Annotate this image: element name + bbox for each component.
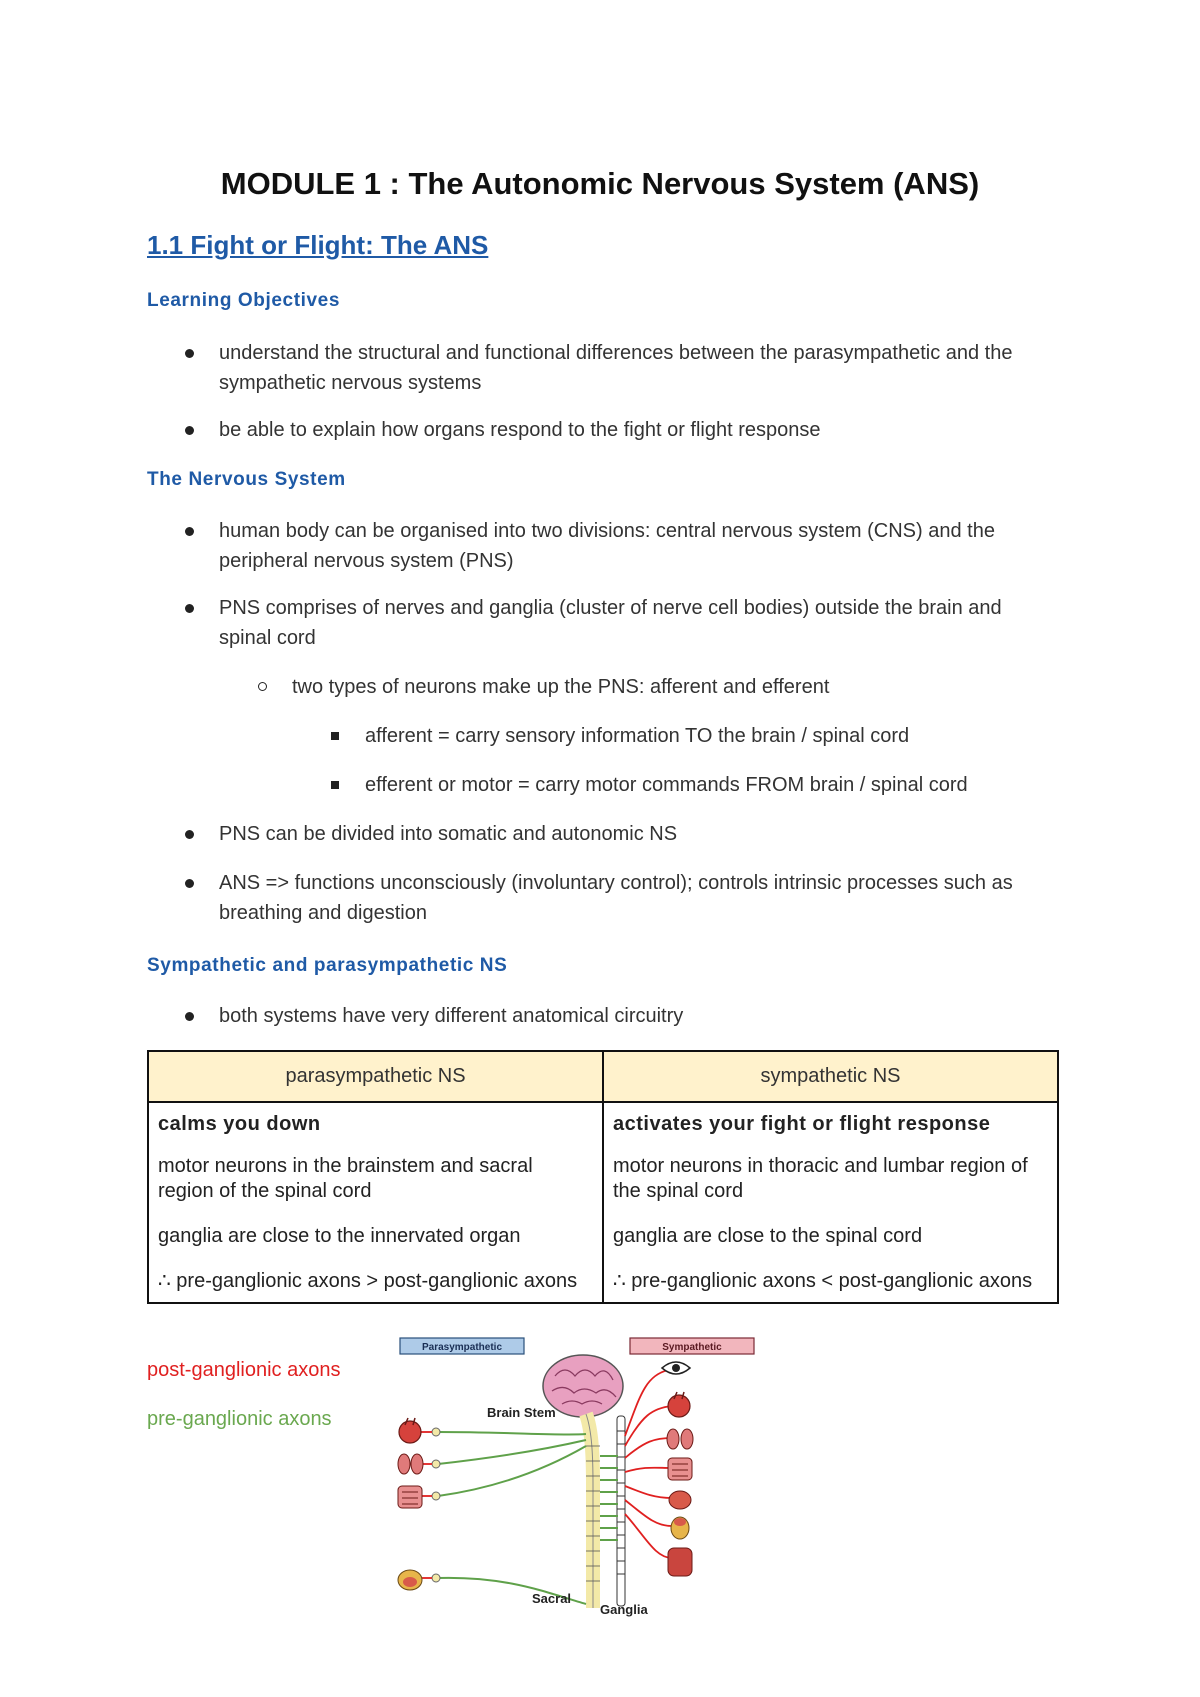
section-heading-link[interactable]: 1.1 Fight or Flight: The ANS [147, 230, 489, 260]
bullet-icon [185, 527, 194, 536]
cell-text: ganglia are close to the innervated organ [158, 1225, 521, 1247]
sympathetic-post-ganglionic-axons [625, 1370, 672, 1558]
lungs-icon [667, 1429, 693, 1449]
list-item: human body can be organised into two divisions: central nervous system (CNS) and the peripheral nervous system (PNS) [219, 520, 995, 572]
adrenal-icon [671, 1517, 689, 1539]
heart-icon [399, 1418, 421, 1443]
cell-text: motor neurons in thoracic and lumbar region of the spinal cord [613, 1155, 1028, 1202]
cell-text: motor neurons in the brainstem and sacral region of the spinal cord [158, 1155, 533, 1202]
cell-text: ganglia are close to the spinal cord [613, 1225, 923, 1247]
cell-text: calms you down [158, 1113, 321, 1135]
square-bullet-icon [331, 781, 339, 789]
list-item: both systems have very different anatomical circuitry [219, 1005, 684, 1027]
symp-para-heading: Sympathetic and parasympathetic NS [147, 955, 508, 976]
intestine-icon [398, 1486, 422, 1508]
list-item: afferent = carry sensory information TO the brain / spinal cord [365, 725, 910, 747]
page-title: MODULE 1 : The Autonomic Nervous System (ANS) [220, 166, 980, 201]
parasympathetic-ganglia [432, 1428, 440, 1582]
legend-pre-ganglionic: pre-ganglionic axons [147, 1408, 332, 1430]
sympathetic-pre-ganglionic-axons [600, 1456, 618, 1540]
legend-post-ganglionic: post-ganglionic axons [147, 1359, 341, 1381]
cell-text: activates your fight or flight response [613, 1113, 991, 1135]
list-item: two types of neurons make up the PNS: afferent and efferent [292, 676, 830, 698]
bladder-icon [398, 1570, 422, 1590]
ans-diagram [390, 1336, 760, 1626]
brain-stem-label: Brain Stem [487, 1405, 556, 1420]
table-header-cell: sympathetic NS [603, 1051, 1058, 1102]
parasympathetic-cell [148, 1102, 603, 1303]
cell-text: ∴ pre-ganglionic axons < post-ganglionic axons [613, 1270, 1033, 1292]
nervous-system-heading: The Nervous System [147, 469, 346, 490]
intestine-icon [668, 1458, 692, 1480]
bullet-icon [185, 426, 194, 435]
bullet-icon [185, 879, 194, 888]
cell-text: ∴ pre-ganglionic axons > post-ganglionic axons [158, 1270, 578, 1292]
table-header-cell: parasympathetic NS [148, 1051, 603, 1102]
list-item: be able to explain how organs respond to the fight or flight response [219, 419, 821, 441]
list-item: PNS can be divided into somatic and autonomic NS [219, 823, 678, 845]
spinal-cord [586, 1414, 593, 1608]
bullet-icon [185, 604, 194, 613]
bullet-icon [185, 349, 194, 358]
ganglia-label: Ganglia [600, 1602, 648, 1617]
kidney-icon [668, 1548, 692, 1576]
list-item: PNS comprises of nerves and ganglia (cluster of nerve cell bodies) outside the brain and spinal cord [219, 597, 1002, 649]
list-item: understand the structural and functional differences between the parasympathetic and the sympathetic nervous systems [219, 342, 1013, 394]
table-header-row [148, 1051, 1058, 1102]
heart-icon [668, 1392, 690, 1417]
sympathetic-ganglia-chain [617, 1416, 625, 1606]
parasympathetic-pre-ganglionic-axons [438, 1432, 586, 1604]
sympathetic-label: Sympathetic [662, 1342, 722, 1353]
learning-objectives-heading: Learning Objectives [147, 290, 341, 311]
circle-bullet-icon [258, 682, 267, 691]
square-bullet-icon [331, 732, 339, 740]
list-item: efferent or motor = carry motor commands FROM brain / spinal cord [365, 774, 968, 796]
parasympathetic-label: Parasympathetic [421, 1342, 503, 1353]
lungs-icon [398, 1454, 423, 1474]
sympathetic-cell [603, 1102, 1058, 1303]
sacral-label: Sacral [532, 1591, 572, 1606]
bullet-icon [185, 1012, 194, 1021]
comparison-table [147, 1050, 1059, 1304]
bladder-icon [669, 1491, 691, 1509]
bullet-icon [185, 830, 194, 839]
list-item: ANS => functions unconsciously (involuntary control); controls intrinsic processes such as breathing and digestion [219, 872, 1013, 924]
table-row [148, 1102, 1058, 1303]
eye-icon [662, 1362, 690, 1374]
